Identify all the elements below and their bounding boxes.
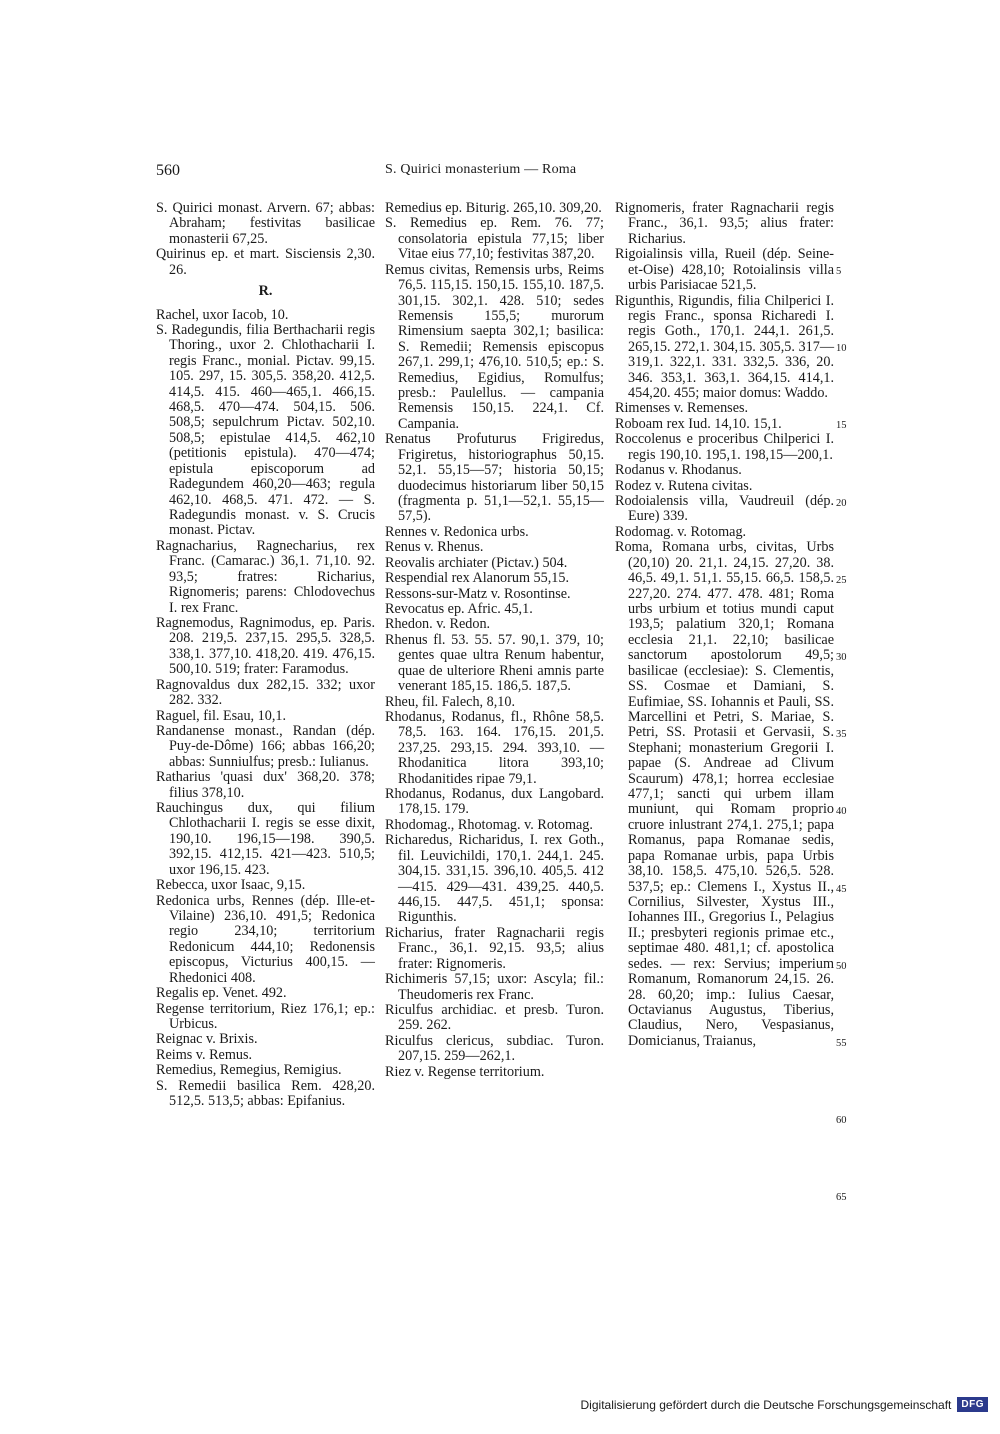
index-entry: S. Remedius ep. Rem. 76. 77; consolatoria epistula 77,15; liber Vitae eius 77,10; festivitas 387,20. (385, 215, 604, 263)
index-entry: Rheu, fil. Falech, 8,10. (385, 693, 516, 710)
index-entry: Regalis ep. Venet. 492. (156, 985, 287, 1002)
index-entry: Riculfus archidiac. et presb. Turon. 259. 262. (385, 1001, 604, 1034)
index-entry: Quirinus ep. et mart. Sisciensis 2,30. 26. (156, 246, 375, 278)
index-entry: Remus civitas, Remensis urbs, Reims 76,5. 115,15. 150,15. 155,10. 187,5. 301,15. 302,1. 428. 510; sedes Remensis 155,5; murorum Rimensium saepta 302,1; basilica: S. Remedii; Remensis episcopus 267,1. 299,1; 476,10. 510,5; ep.: S. Remedius, Egidius, Romulfus; presb.: Paulellus. — campania Remensis 150,15. 224,1. Cf. Campania. (385, 261, 604, 432)
index-entry: Richarius, frater Ragnacharii regis Franc., 36,1. 92,15. 93,5; alius frater: Rignomeris. (385, 924, 604, 972)
line-number: 30 (836, 652, 847, 663)
index-entry: Ragnacharius, Ragnecharius, rex Franc. (Camarac.) 36,1. 71,10. 92. 93,5; fratres: Richarius, Rignomeris; parens: Chlodovechus I. rex Franc. (156, 537, 375, 616)
line-number: 25 (836, 574, 847, 586)
index-entry: Reims v. Remus. (156, 1046, 253, 1063)
line-number: 65 (836, 1192, 847, 1204)
footer-text: Digitalisierung gefördert durch die Deutsche Forschungsgemeinschaft (580, 1397, 952, 1412)
index-entry: Rimenses v. Remenses. (615, 400, 749, 417)
index-entry: Rennes v. Redonica urbs. (385, 523, 529, 540)
index-entry: Rodanus v. Rhodanus. (615, 462, 742, 479)
index-entry: Rodez v. Rutena civitas. (615, 477, 753, 494)
index-entry: S. Quirici monast. Arvern. 67; abbas: Abraham; festivitas basilicae monasterii 67,25. (156, 200, 375, 247)
line-number: 35 (836, 729, 847, 741)
index-entry: Remedius, Remegius, Remigius. (156, 1062, 342, 1079)
line-number: 5 (836, 266, 842, 277)
index-entry: Rhenus fl. 53. 55. 57. 90,1. 379, 10; gentes quae ultra Renum habentur, quae de ulteriore Rheni amnis parte venerant 185,15. 186,5. 187,5. (385, 631, 604, 695)
line-number: 45 (836, 883, 847, 895)
index-entry: Rigunthis, Rigundis, filia Chilperici I. regis Franc., sponsa Richaredi I. regis Goth., 170,1. 244,1. 261,5. 265,15. 272,1. 304,15. 305,5. 317—319,1. 322,1. 331. 332,5. 336, 20. 346. 353,1. 363,1. 364,15. 414,1. 454,20. 455; maior domus: Waddo. (615, 292, 834, 402)
index-entry: Redonica urbs, Rennes (dép. Ille-et-Vilaine) 236,10. 491,5; Redonica regio 234,10; territorium Redonicum 444,10; Redonensis episcopus, Victurius 400,15. — Rhedonici 408. (156, 892, 375, 986)
index-entry: Rigoialinsis villa, Rueil (dép. Seine-et-Oise) 428,10; Rotoialinsis villa urbis Parisiacae 521,5. (615, 246, 834, 294)
index-entry: Richimeris 57,15; uxor: Ascyla; fil.: Theudomeris rex Franc. (385, 971, 604, 1003)
index-entry: Rhedon. v. Redon. (385, 616, 491, 633)
index-entry: Rhodomag., Rhotomag. v. Rotomag. (385, 816, 593, 833)
index-entry: Regense territorium, Riez 176,1; ep.: Urbicus. (156, 1000, 375, 1032)
index-column-2 (385, 201, 604, 1080)
index-entry: Rodoialensis villa, Vaudreuil (dép. Eure) 339. (615, 493, 834, 525)
index-entry: Renus v. Rhenus. (385, 539, 484, 556)
index-entry: Ragnovaldus dux 282,15. 332; uxor 282. 332. (156, 676, 375, 709)
running-head: S. Quirici monasterium — Roma (385, 162, 577, 177)
line-number: 15 (836, 420, 847, 432)
line-number: 60 (836, 1115, 847, 1127)
index-entry: Randanense monast., Randan (dép. Puy-de-Dôme) 166; abbas 166,20; abbas: Sunniulfus; presb.: Iulianus. (156, 722, 375, 770)
index-entry: Ratharius 'quasi dux' 368,20. 378; filius 378,10. (156, 769, 375, 801)
index-column-3 (615, 201, 834, 1049)
line-number: 40 (836, 806, 847, 818)
footer (581, 1397, 988, 1412)
line-number: 20 (836, 497, 847, 509)
index-entry: Remedius ep. Biturig. 265,10. 309,20. (385, 200, 602, 216)
index-entry: Reignac v. Brixis. (156, 1031, 258, 1048)
index-entry: Rignomeris, frater Ragnacharii regis Franc., 36,1. 93,5; alius frater: Richarius. (615, 200, 834, 247)
index-entry: Rachel, uxor Iacob, 10. (156, 306, 289, 323)
index-entry: Revocatus ep. Afric. 45,1. (385, 600, 533, 617)
index-entry: S. Remedii basilica Rem. 428,20. 512,5. 513,5; abbas: Epifanius. (156, 1077, 375, 1110)
index-entry: Rhodanus, Rodanus, fl., Rhône 58,5. 78,5. 163. 164. 176,15. 201,5. 237,25. 293,15. 294. 393,10. — Rhodanitica litora 393,10; Rhodanitides ripae 79,1. (385, 708, 604, 787)
index-entry: S. Radegundis, filia Berthacharii regis Thoring., uxor 2. Chlothacharii I. regis Franc., monial. Pictav. 99,15. 105. 297, 15. 305,5. 358,20. 412,5. 414,5. 415. 460—465,1. 466,15. 468,5. 470—474. 504,15. 506. 508,5; sepulchrum Pictav. 502,10. 508,5; epistulae 414,5. 462,10 (petitionis epistula). 470—474; epistula episcoporum ad Radegundem 460,20—463; regula 462,10. 468,5. 471. 472. — S. Radegundis monast. v. S. Crucis monast. Pictav. (156, 321, 375, 539)
index-column-1 (156, 201, 375, 1109)
index-entry: Roboam rex Iud. 14,10. 15,1. (615, 415, 782, 432)
index-entry: Renatus Profuturus Frigiredus, Frigiretus, historiographus 50,15. 52,1. 55,15—57; historia 50,15; duodecimus historiarum liber 50,15 (fragmenta p. 51,1—52,1. 55,15—57,5). (385, 431, 604, 525)
index-entry: Roma, Romana urbs, civitas, Urbs (20,10) 20. 21,1. 24,15. 27,20. 38. 46,5. 49,1. 51,1. 55,15. 66,5. 158,5. 227,20. 274. 477. 478. 481; Roma urbs urbium et totius mundi caput 193,5; palatium 320,1; Romana ecclesia 21,1. 22,10; basilicae sanctorum apostolorum 49,5; basilicae (ecclesiae): S. Clementis, SS. Cosmae et Damiani, S. Eufimiae, SS. Iohannis et Pauli, SS. Marcellini et Petri, S. Mariae, S. Petri, SS. Protasii et Gervasii, S. Stephani; monasterium Gregorii I. papae (S. Andreae ad Clivum Scaurum) 478,1; horrea ecclesiae 477,1; sancti qui urbem illam muniunt, qui Romam proprio cruore inlustrant 274,1. 275,1; papa Romanus, papa Romanae sedis, papa Romanae urbis, papa Urbis 38,10. 158,5. 475,10. 526,5. 528. 537,5; ep.: Clemens I., Xystus II., Cornilius, Silvester, Xystus III., Iohannes III., Gregorius I., Pelagius II.; presbyteri regionis primae etc., septimae 480. 481,1; cf. apostolica sedes. — rex: Servius; imperium Romanum, Romanorum 24,15. 26. 28. 60,20; imp.: Iulius Caesar, Octavianus Augustus, Tiberius, Claudius, Nero, Vespasianus, Domicianus, Traianus, (615, 539, 834, 1049)
index-entry: Riculfus clericus, subdiac. Turon. 207,15. 259—262,1. (385, 1032, 604, 1065)
index-entry: Ragnemodus, Ragnimodus, ep. Paris. 208. 219,5. 237,15. 295,5. 328,5. 338,1. 377,10. 418,20. 419. 476,15. 500,10. 519; frater: Faramodus. (156, 614, 375, 678)
index-entry: Rebecca, uxor Isaac, 9,15. (156, 877, 306, 894)
index-entry: Roccolenus e proceribus Chilperici I. regis 190,10. 195,1. 198,15—200,1. (615, 431, 834, 463)
index-entry: Rodomag. v. Rotomag. (615, 523, 747, 540)
line-number: 10 (836, 343, 847, 355)
index-entry: R. (258, 283, 273, 300)
line-number: 50 (836, 960, 847, 972)
index-entry: Rhodanus, Rodanus, dux Langobard. 178,15. 179. (385, 786, 604, 818)
index-entry: Reovalis archiater (Pictav.) 504. (385, 554, 568, 571)
index-entry: Riez v. Regense territorium. (385, 1063, 545, 1080)
page-number: 560 (156, 162, 180, 179)
line-number: 55 (836, 1038, 847, 1049)
dfg-logo-icon: DFG (957, 1397, 988, 1412)
index-entry: Raguel, fil. Esau, 10,1. (156, 707, 287, 724)
index-entry: Respendial rex Alanorum 55,15. (385, 570, 570, 587)
index-entry: Ressons-sur-Matz v. Rosontinse. (385, 585, 571, 602)
index-entry: Rauchingus dux, qui filium Chlothacharii I. regis se esse dixit, 190,10. 196,15—198. 390,5. 392,15. 412,15. 421—423. 510,5; uxor 196,15. 423. (156, 800, 375, 878)
index-entry: Richaredus, Richaridus, I. rex Goth., fil. Leuvichildi, 170,1. 244,1. 245. 304,15. 331,15. 396,10. 405,5. 412—415. 429—431. 439,25. 440,5. 446,15. 447,5. 451,1; sponsa: Rigunthis. (385, 832, 604, 926)
